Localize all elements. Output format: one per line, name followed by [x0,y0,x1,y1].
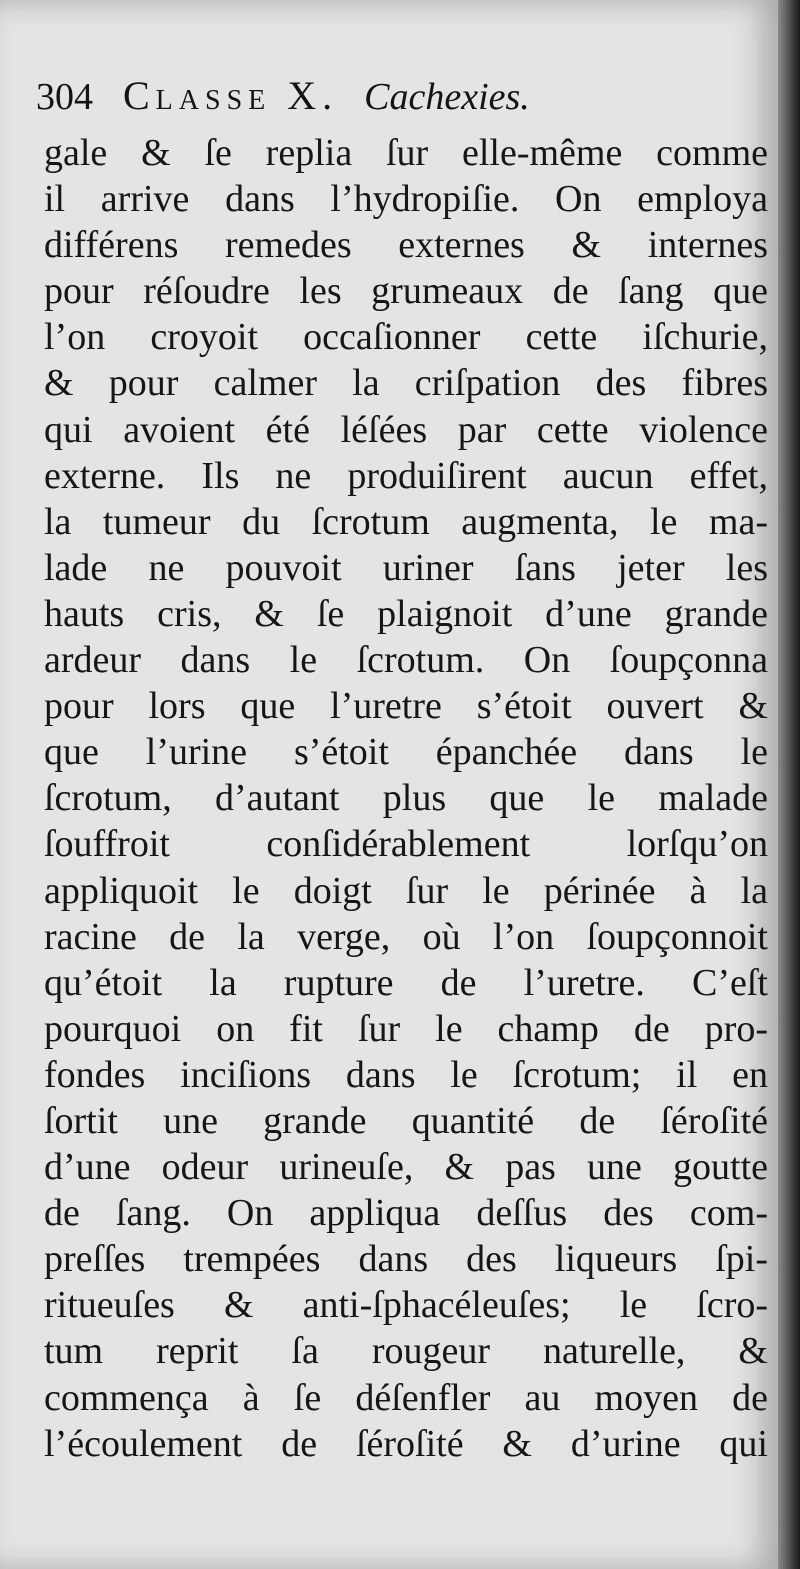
text-line: tum reprit ſa rougeur naturelle, & [44,1330,768,1373]
text-line: ſouffroit conſidérablement lorſqu’on [44,823,768,866]
body-text [44,130,768,1467]
text-line: qu’étoit la rupture de l’uretre. C’eſt [44,961,768,1004]
running-subtitle: Cachexies. [364,76,530,118]
text-line: gale & ſe replia ſur elle-même comme [44,132,768,174]
text-line: & pour calmer la criſpation des fibres [44,362,768,405]
text-line: pour réſoudre les grumeaux de ſang que [44,270,768,313]
text-line: pourquoi on fit ſur le champ de pro- [44,1007,768,1050]
text-line: qui avoient été léſées par cette violence [44,408,768,451]
page-number: 304 [36,76,93,118]
text-line: ardeur dans le ſcrotum. On ſoupçonna [44,639,768,682]
running-title: Classe X. [123,73,339,118]
text-line: ritueuſes & anti-ſphacéleuſes; le ſcro- [44,1284,768,1327]
text-line: ſcrotum, d’autant plus que le malade [44,777,768,820]
text-line: commença à ſe déſenfler au moyen de [44,1376,768,1419]
text-line: hauts cris, & ſe plaignoit d’une grande [44,592,768,635]
text-line: de ſang. On appliqua deſſus des com- [44,1192,768,1235]
text-line: fondes inciſions dans le ſcrotum; il en [44,1053,768,1096]
text-line: lade ne pouvoit uriner ſans jeter les [44,546,768,589]
text-line: différens remedes externes & internes [44,224,768,267]
text-line: que l’urine s’étoit épanchée dans le [44,731,768,774]
text-line: l’écoulement de ſéroſité & d’urine qui [44,1422,768,1465]
text-line: racine de la verge, où l’on ſoupçonnoit [44,915,768,958]
text-line: ſortit une grande quantité de ſéroſité [44,1099,768,1142]
running-header [36,72,756,132]
text-line: externe. Ils ne produiſirent aucun effet, [44,454,768,497]
text-line: d’une odeur urineuſe, & pas une goutte [44,1146,768,1189]
text-line: appliquoit le doigt ſur le périnée à la [44,869,768,912]
text-line: l’on croyoit occaſionner cette iſchurie, [44,316,768,359]
text-line: la tumeur du ſcrotum augmenta, le ma- [44,500,768,543]
text-line: il arrive dans l’hydropiſie. On employa [44,178,768,221]
book-gutter [778,0,800,1569]
text-line: preſſes trempées dans des liqueurs ſpi- [44,1238,768,1281]
text-line: pour lors que l’uretre s’étoit ouvert & [44,685,768,728]
